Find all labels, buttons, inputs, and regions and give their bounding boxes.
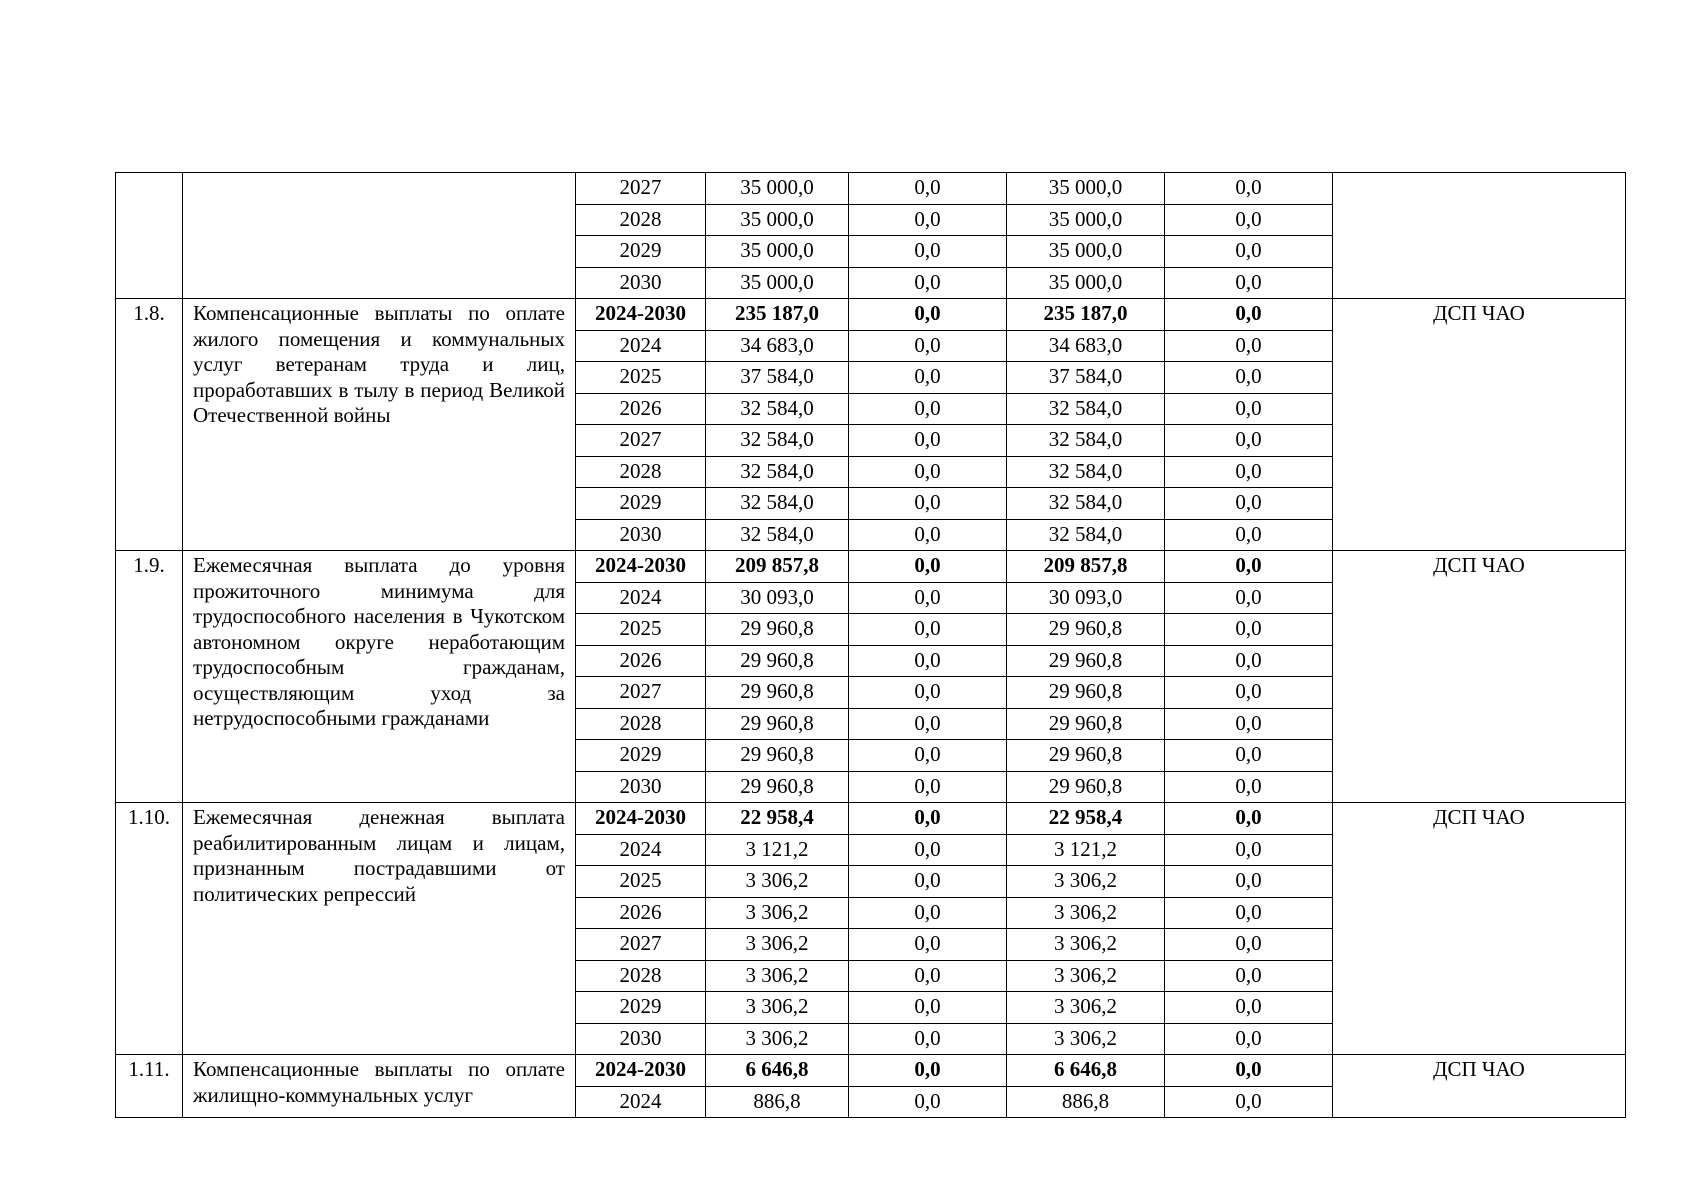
table-row-total [116, 551, 1626, 583]
year-cell: 2027 [576, 425, 706, 457]
federal-budget-cell: 0,0 [849, 362, 1007, 394]
total-amount-cell: 3 306,2 [706, 897, 849, 929]
okrug-budget-cell: 35 000,0 [1007, 173, 1165, 205]
other-sources-cell: 0,0 [1165, 267, 1333, 299]
other-sources-cell: 0,0 [1165, 771, 1333, 803]
budget-table [115, 172, 1626, 1118]
other-sources-cell: 0,0 [1165, 204, 1333, 236]
total-amount-cell: 6 646,8 [706, 1055, 849, 1087]
federal-budget-cell: 0,0 [849, 1023, 1007, 1055]
year-cell: 2026 [576, 393, 706, 425]
total-amount-cell: 886,8 [706, 1086, 849, 1118]
total-amount-cell: 22 958,4 [706, 803, 849, 835]
year-cell: 2030 [576, 1023, 706, 1055]
okrug-budget-cell: 32 584,0 [1007, 488, 1165, 520]
year-cell: 2029 [576, 488, 706, 520]
okrug-budget-cell: 37 584,0 [1007, 362, 1165, 394]
federal-budget-cell: 0,0 [849, 677, 1007, 709]
year-cell: 2025 [576, 362, 706, 394]
item-number-cell: 1.8. [116, 299, 183, 551]
okrug-budget-cell: 209 857,8 [1007, 551, 1165, 583]
federal-budget-cell: 0,0 [849, 1086, 1007, 1118]
other-sources-cell: 0,0 [1165, 299, 1333, 331]
total-amount-cell: 29 960,8 [706, 677, 849, 709]
okrug-budget-cell: 32 584,0 [1007, 393, 1165, 425]
total-amount-cell: 35 000,0 [706, 173, 849, 205]
total-amount-cell: 34 683,0 [706, 330, 849, 362]
other-sources-cell: 0,0 [1165, 803, 1333, 835]
total-amount-cell: 3 306,2 [706, 992, 849, 1024]
okrug-budget-cell: 35 000,0 [1007, 267, 1165, 299]
year-cell: 2028 [576, 456, 706, 488]
okrug-budget-cell: 29 960,8 [1007, 708, 1165, 740]
okrug-budget-cell: 29 960,8 [1007, 614, 1165, 646]
other-sources-cell: 0,0 [1165, 488, 1333, 520]
year-cell: 2024 [576, 1086, 706, 1118]
other-sources-cell: 0,0 [1165, 1055, 1333, 1087]
item-number-cell: 1.11. [116, 1055, 183, 1118]
executor-cell: ДСП ЧАО [1333, 551, 1626, 803]
other-sources-cell: 0,0 [1165, 456, 1333, 488]
table-row [116, 173, 1626, 205]
total-amount-cell: 3 121,2 [706, 834, 849, 866]
other-sources-cell: 0,0 [1165, 425, 1333, 457]
okrug-budget-cell: 886,8 [1007, 1086, 1165, 1118]
year-cell: 2028 [576, 204, 706, 236]
other-sources-cell: 0,0 [1165, 740, 1333, 772]
year-cell: 2029 [576, 992, 706, 1024]
okrug-budget-cell: 6 646,8 [1007, 1055, 1165, 1087]
federal-budget-cell: 0,0 [849, 614, 1007, 646]
federal-budget-cell: 0,0 [849, 897, 1007, 929]
federal-budget-cell: 0,0 [849, 488, 1007, 520]
total-amount-cell: 35 000,0 [706, 236, 849, 268]
item-number-cell: 1.9. [116, 551, 183, 803]
other-sources-cell: 0,0 [1165, 866, 1333, 898]
total-amount-cell: 29 960,8 [706, 740, 849, 772]
okrug-budget-cell: 29 960,8 [1007, 771, 1165, 803]
item-number-cell [116, 173, 183, 299]
year-cell: 2030 [576, 267, 706, 299]
year-cell: 2025 [576, 866, 706, 898]
okrug-budget-cell: 32 584,0 [1007, 425, 1165, 457]
year-cell: 2028 [576, 708, 706, 740]
year-cell: 2024 [576, 582, 706, 614]
okrug-budget-cell: 3 306,2 [1007, 960, 1165, 992]
total-amount-cell: 3 306,2 [706, 1023, 849, 1055]
item-name-text: Ежемесячная выплата до уровня прожиточного минимума для трудоспособного населения в Чукотском автономном округе неработающим трудоспособным гражданам, осуществляющим уход за нетрудоспособными гражданами [193, 553, 565, 730]
federal-budget-cell: 0,0 [849, 236, 1007, 268]
other-sources-cell: 0,0 [1165, 362, 1333, 394]
total-amount-cell: 37 584,0 [706, 362, 849, 394]
okrug-budget-cell: 34 683,0 [1007, 330, 1165, 362]
year-cell: 2027 [576, 677, 706, 709]
year-cell: 2030 [576, 519, 706, 551]
year-cell: 2024-2030 [576, 299, 706, 331]
okrug-budget-cell: 32 584,0 [1007, 456, 1165, 488]
total-amount-cell: 32 584,0 [706, 456, 849, 488]
federal-budget-cell: 0,0 [849, 708, 1007, 740]
year-cell: 2024 [576, 330, 706, 362]
year-cell: 2027 [576, 173, 706, 205]
total-amount-cell: 3 306,2 [706, 866, 849, 898]
other-sources-cell: 0,0 [1165, 929, 1333, 961]
federal-budget-cell: 0,0 [849, 299, 1007, 331]
other-sources-cell: 0,0 [1165, 1086, 1333, 1118]
item-number-cell: 1.10. [116, 803, 183, 1055]
other-sources-cell: 0,0 [1165, 551, 1333, 583]
okrug-budget-cell: 30 093,0 [1007, 582, 1165, 614]
federal-budget-cell: 0,0 [849, 519, 1007, 551]
okrug-budget-cell: 35 000,0 [1007, 204, 1165, 236]
okrug-budget-cell: 3 306,2 [1007, 1023, 1165, 1055]
total-amount-cell: 35 000,0 [706, 267, 849, 299]
federal-budget-cell: 0,0 [849, 771, 1007, 803]
table-row-total [116, 1055, 1626, 1087]
federal-budget-cell: 0,0 [849, 551, 1007, 583]
federal-budget-cell: 0,0 [849, 173, 1007, 205]
total-amount-cell: 32 584,0 [706, 425, 849, 457]
other-sources-cell: 0,0 [1165, 236, 1333, 268]
item-name-cell [183, 173, 576, 299]
total-amount-cell: 32 584,0 [706, 488, 849, 520]
other-sources-cell: 0,0 [1165, 614, 1333, 646]
okrug-budget-cell: 3 306,2 [1007, 897, 1165, 929]
total-amount-cell: 209 857,8 [706, 551, 849, 583]
year-cell: 2029 [576, 236, 706, 268]
okrug-budget-cell: 35 000,0 [1007, 236, 1165, 268]
item-name-cell [183, 299, 576, 551]
okrug-budget-cell: 3 306,2 [1007, 992, 1165, 1024]
okrug-budget-cell: 32 584,0 [1007, 519, 1165, 551]
executor-cell: ДСП ЧАО [1333, 803, 1626, 1055]
total-amount-cell: 29 960,8 [706, 645, 849, 677]
total-amount-cell: 35 000,0 [706, 204, 849, 236]
other-sources-cell: 0,0 [1165, 1023, 1333, 1055]
okrug-budget-cell: 3 121,2 [1007, 834, 1165, 866]
federal-budget-cell: 0,0 [849, 992, 1007, 1024]
item-name-text: Ежемесячная денежная выплата реабилитированным лицам и лицам, признанным пострадавшими от политических репрессий [193, 805, 565, 906]
table-row-total [116, 299, 1626, 331]
total-amount-cell: 29 960,8 [706, 771, 849, 803]
federal-budget-cell: 0,0 [849, 393, 1007, 425]
okrug-budget-cell: 29 960,8 [1007, 677, 1165, 709]
total-amount-cell: 29 960,8 [706, 614, 849, 646]
federal-budget-cell: 0,0 [849, 1055, 1007, 1087]
other-sources-cell: 0,0 [1165, 834, 1333, 866]
okrug-budget-cell: 29 960,8 [1007, 740, 1165, 772]
federal-budget-cell: 0,0 [849, 740, 1007, 772]
federal-budget-cell: 0,0 [849, 330, 1007, 362]
year-cell: 2026 [576, 897, 706, 929]
table-row-total [116, 803, 1626, 835]
year-cell: 2024 [576, 834, 706, 866]
other-sources-cell: 0,0 [1165, 173, 1333, 205]
okrug-budget-cell: 235 187,0 [1007, 299, 1165, 331]
other-sources-cell: 0,0 [1165, 708, 1333, 740]
total-amount-cell: 29 960,8 [706, 708, 849, 740]
federal-budget-cell: 0,0 [849, 425, 1007, 457]
item-name-cell [183, 1055, 576, 1118]
federal-budget-cell: 0,0 [849, 204, 1007, 236]
total-amount-cell: 30 093,0 [706, 582, 849, 614]
federal-budget-cell: 0,0 [849, 267, 1007, 299]
item-name-text: Компенсационные выплаты по оплате жилого помещения и коммунальных услуг ветеранам труда и лиц, проработавших в тылу в период Великой Отечественной войны [193, 301, 565, 427]
federal-budget-cell: 0,0 [849, 645, 1007, 677]
year-cell: 2029 [576, 740, 706, 772]
total-amount-cell: 3 306,2 [706, 960, 849, 992]
federal-budget-cell: 0,0 [849, 582, 1007, 614]
other-sources-cell: 0,0 [1165, 897, 1333, 929]
okrug-budget-cell: 29 960,8 [1007, 645, 1165, 677]
total-amount-cell: 3 306,2 [706, 929, 849, 961]
other-sources-cell: 0,0 [1165, 582, 1333, 614]
okrug-budget-cell: 3 306,2 [1007, 866, 1165, 898]
federal-budget-cell: 0,0 [849, 834, 1007, 866]
federal-budget-cell: 0,0 [849, 929, 1007, 961]
total-amount-cell: 32 584,0 [706, 519, 849, 551]
year-cell: 2024-2030 [576, 803, 706, 835]
item-name-text: Компенсационные выплаты по оплате жилищно-коммунальных услуг [193, 1057, 565, 1107]
federal-budget-cell: 0,0 [849, 960, 1007, 992]
okrug-budget-cell: 22 958,4 [1007, 803, 1165, 835]
year-cell: 2027 [576, 929, 706, 961]
other-sources-cell: 0,0 [1165, 645, 1333, 677]
year-cell: 2028 [576, 960, 706, 992]
federal-budget-cell: 0,0 [849, 866, 1007, 898]
other-sources-cell: 0,0 [1165, 992, 1333, 1024]
item-name-cell [183, 803, 576, 1055]
year-cell: 2025 [576, 614, 706, 646]
other-sources-cell: 0,0 [1165, 330, 1333, 362]
total-amount-cell: 32 584,0 [706, 393, 849, 425]
okrug-budget-cell: 3 306,2 [1007, 929, 1165, 961]
year-cell: 2026 [576, 645, 706, 677]
year-cell: 2024-2030 [576, 1055, 706, 1087]
other-sources-cell: 0,0 [1165, 393, 1333, 425]
executor-cell: ДСП ЧАО [1333, 299, 1626, 551]
executor-cell: ДСП ЧАО [1333, 1055, 1626, 1118]
other-sources-cell: 0,0 [1165, 677, 1333, 709]
year-cell: 2024-2030 [576, 551, 706, 583]
year-cell: 2030 [576, 771, 706, 803]
other-sources-cell: 0,0 [1165, 960, 1333, 992]
federal-budget-cell: 0,0 [849, 456, 1007, 488]
other-sources-cell: 0,0 [1165, 519, 1333, 551]
total-amount-cell: 235 187,0 [706, 299, 849, 331]
item-name-cell [183, 551, 576, 803]
federal-budget-cell: 0,0 [849, 803, 1007, 835]
executor-cell [1333, 173, 1626, 299]
